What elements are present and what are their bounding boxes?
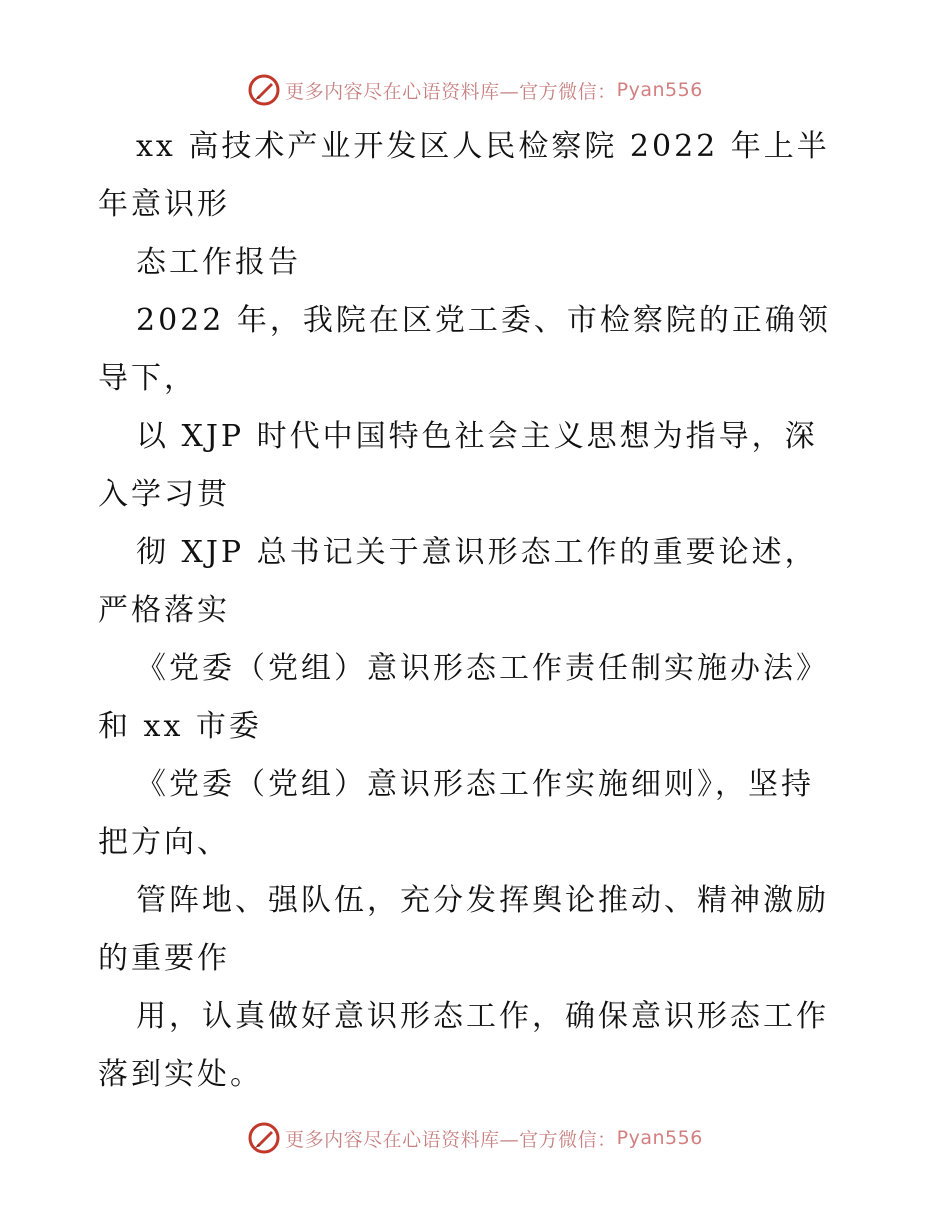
quill-logo-icon — [247, 73, 281, 107]
text-line: 《党委（党组）意识形态工作责任制实施办法》 — [136, 651, 829, 686]
quill-logo-icon — [247, 1121, 281, 1155]
footer-watermark — [0, 1118, 950, 1158]
watermark-wechat-id: Pyan556 — [616, 79, 703, 101]
text-line: 态工作报告 — [136, 245, 301, 280]
watermark-text: 更多内容尽在心语资料库—官方微信： — [285, 80, 617, 103]
text-line: 彻 XJP 总书记关于意识形态工作的重要论述， — [136, 535, 818, 570]
text-line: 导下， — [98, 361, 197, 396]
document-body — [98, 118, 858, 1104]
text-line: 以 XJP 时代中国特色社会主义思想为指导，深 — [136, 419, 818, 454]
text-line: 2022 年，我院在区党工委、市检察院的正确领 — [136, 303, 831, 338]
text-line: 《党委（党组）意识形态工作实施细则》，坚持 — [136, 767, 814, 802]
watermark-wechat-id: Pyan556 — [616, 1127, 703, 1149]
text-line: 把方向、 — [98, 825, 230, 860]
text-line: 和 xx 市委 — [98, 709, 262, 744]
text-line: 年意识形 — [98, 187, 230, 222]
text-line: 管阵地、强队伍，充分发挥舆论推动、精神激励 — [136, 883, 829, 918]
text-line: 严格落实 — [98, 593, 230, 628]
text-line: xx 高技术产业开发区人民检察院 2022 年上半 — [136, 129, 830, 164]
text-line: 的重要作 — [98, 941, 230, 976]
header-watermark — [0, 70, 950, 110]
text-line: 落到实处。 — [98, 1057, 263, 1092]
watermark-text: 更多内容尽在心语资料库—官方微信： — [285, 1128, 617, 1151]
text-line: 入学习贯 — [98, 477, 230, 512]
text-line: 用，认真做好意识形态工作，确保意识形态工作 — [136, 999, 829, 1034]
